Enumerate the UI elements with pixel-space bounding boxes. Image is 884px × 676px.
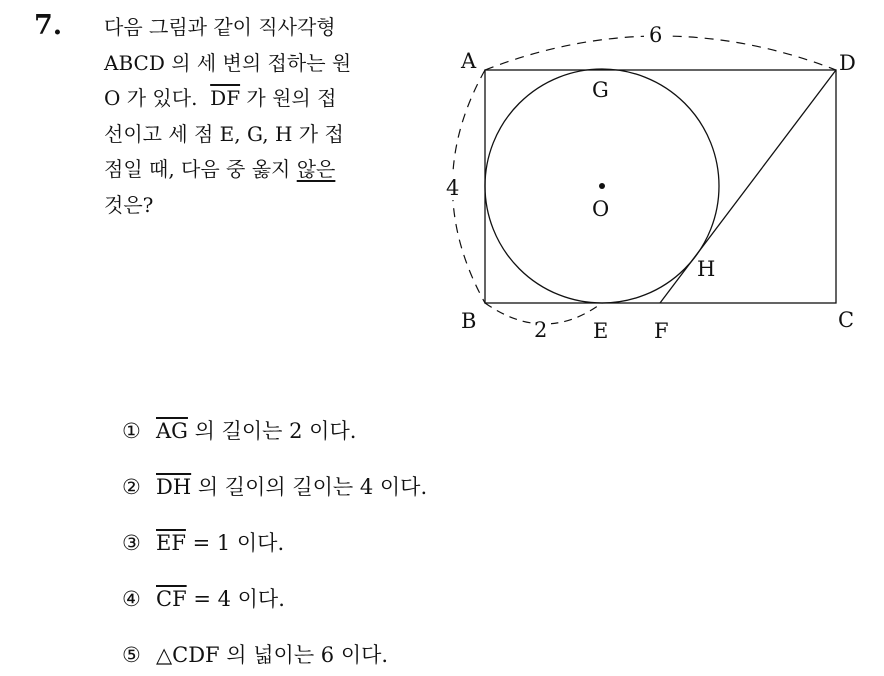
question-number: 7. <box>34 10 63 41</box>
choice-mark: ④ <box>122 587 141 611</box>
stem-line-6: 것은? <box>104 192 154 217</box>
label-f: F <box>654 319 669 343</box>
choice-2[interactable] <box>122 471 427 501</box>
choice-5[interactable] <box>122 639 388 669</box>
choice-text: △CDF 의 넓이는 6 이다. <box>156 643 389 667</box>
label-b: B <box>461 309 477 333</box>
stem-text: O 가 있다. <box>104 86 198 110</box>
choice-text: = 1 이다. <box>185 531 285 555</box>
rectangle-abcd <box>485 70 836 303</box>
choice-mark: ② <box>122 475 141 499</box>
label-a: A <box>461 49 477 73</box>
choice-segment: $\overline{AG}$ <box>156 419 188 443</box>
stem-line-2: ABCD 의 세 변의 접하는 원 <box>104 50 352 75</box>
stem-text: 점일 때, 다음 중 옳지 <box>104 157 297 181</box>
choice-text: 의 길이는 2 이다. <box>187 419 357 443</box>
choice-segment: $\overline{EF}$ <box>156 531 186 555</box>
label-g: G <box>592 78 609 102</box>
label-o: O <box>592 197 610 221</box>
label-h: H <box>697 257 716 281</box>
stem-line-1: 다음 그림과 같이 직사각형 <box>104 15 336 39</box>
center-point-o <box>599 183 605 189</box>
stem-line-4: 선이고 세 점 E, G, H 가 접 <box>104 121 344 146</box>
choice-1[interactable] <box>122 415 356 445</box>
choice-4[interactable] <box>122 583 285 613</box>
choice-text: 의 길이의 길이는 4 이다. <box>191 475 428 499</box>
choice-text: = 4 이다. <box>186 587 285 611</box>
choice-segment: $\overline{DH}$ <box>156 475 192 499</box>
choice-mark: ③ <box>122 531 141 555</box>
label-d: D <box>839 51 856 75</box>
stem-text: 가 원의 접 <box>240 86 337 110</box>
label-e: E <box>593 319 609 343</box>
choice-3[interactable] <box>122 527 284 557</box>
label-c: C <box>838 308 855 332</box>
label-left-length: 4 <box>446 176 460 200</box>
choice-mark: ⑤ <box>122 643 141 667</box>
choice-segment: $\overline{CF}$ <box>156 587 187 611</box>
label-bottom-length: 2 <box>534 318 548 342</box>
choice-mark: ① <box>122 419 141 443</box>
label-top-length: 6 <box>649 23 663 47</box>
emphasis-not-correct: 않은 <box>296 157 336 181</box>
segment-df: $\overline{DF}$ <box>210 86 241 110</box>
